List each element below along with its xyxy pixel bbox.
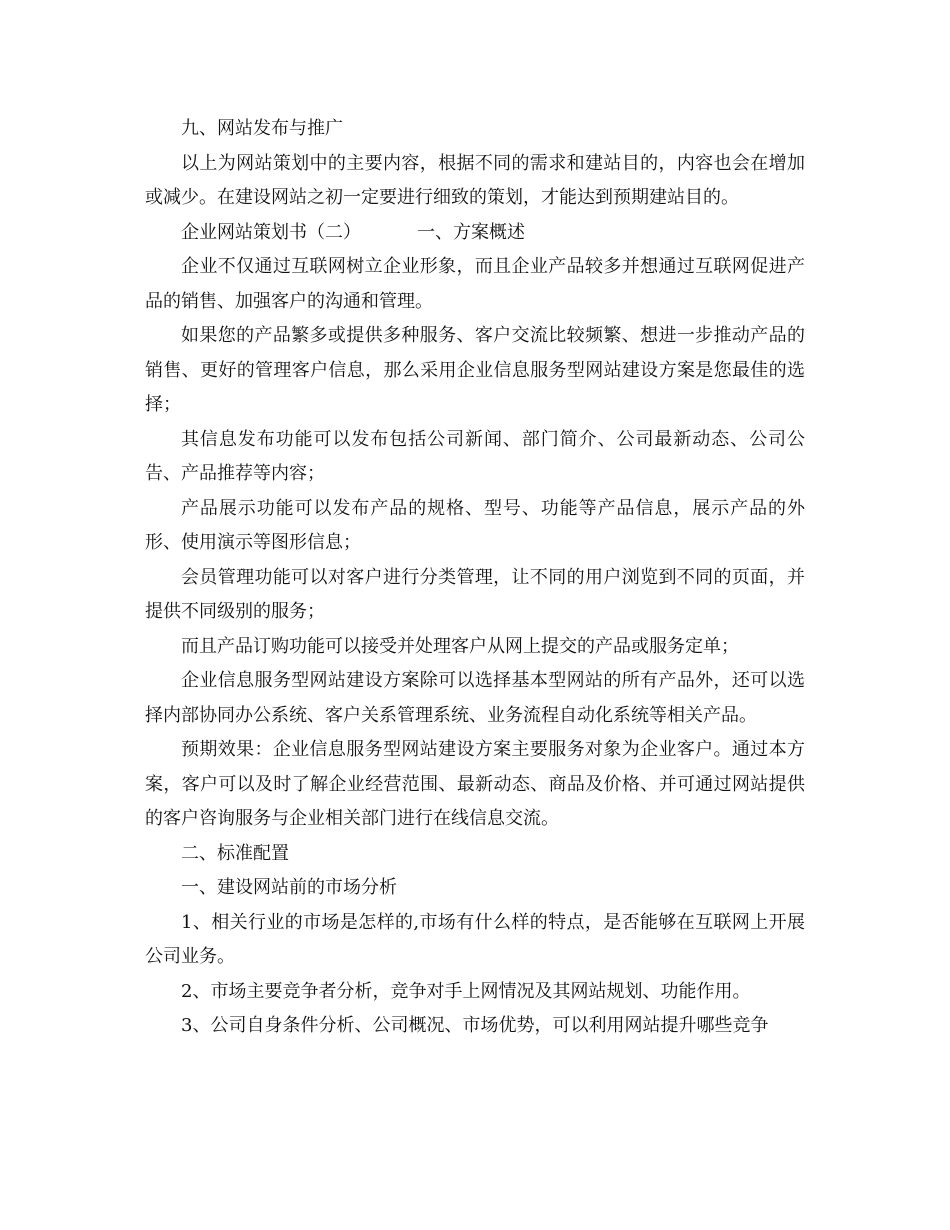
- paragraph-expected-effect: 预期效果：企业信息服务型网站建设方案主要服务对象为企业客户。通过本方案，客户可以及时了解企业经营范围、最新动态、商品及价格、并可通过网站提供的客户咨询服务与企业相关部门进行在线信息交流。: [145, 739, 805, 829]
- paragraph-summary: 以上为网站策划中的主要内容，根据不同的需求和建站目的，内容也会在增加或减少。在建设网站之初一定要进行细致的策划，才能达到预期建站目的。: [145, 152, 805, 208]
- section-heading-config: 二、标准配置: [181, 842, 289, 864]
- list-item-1: 1、相关行业的市场是怎样的,市场有什么样的特点，是否能够在互联网上开展公司业务。: [145, 911, 805, 967]
- paragraph-ordering: 而且产品订购功能可以接受并处理客户从网上提交的产品或服务定单；: [181, 635, 739, 657]
- subtitle-line: [145, 216, 805, 251]
- paragraph-recommendation: 如果您的产品繁多或提供多种服务、客户交流比较频繁、想进一步推动产品的销售、更好的管理客户信息，那么采用企业信息服务型网站建设方案是您最佳的选择；: [145, 325, 805, 415]
- section-heading-overview: 一、方案概述: [417, 221, 525, 243]
- paragraph-overview: 企业不仅通过互联网树立企业形象，而且企业产品较多并想通过互联网促进产品的销售、加强客户的沟通和管理。: [145, 256, 805, 312]
- document-subtitle: 企业网站策划书（二）: [181, 221, 361, 243]
- paragraph-solution-options: 企业信息服务型网站建设方案除可以选择基本型网站的所有产品外，还可以选择内部协同办公系统、客户关系管理系统、业务流程自动化系统等相关产品。: [145, 670, 805, 726]
- paragraph-product-display: 产品展示功能可以发布产品的规格、型号、功能等产品信息，展示产品的外形、使用演示等图形信息；: [145, 497, 805, 553]
- section-heading-publish: 九、网站发布与推广: [181, 118, 343, 139]
- section-heading-market-analysis: 一、建设网站前的市场分析: [181, 877, 397, 898]
- paragraph-member-management: 会员管理功能可以对客户进行分类管理，让不同的用户浏览到不同的页面，并提供不同级别的服务；: [145, 566, 805, 622]
- list-item-3: 3、公司自身条件分析、公司概况、市场优势，可以利用网站提升哪些竞争: [181, 1015, 769, 1036]
- list-item-2: 2、市场主要竞争者分析，竞争对手上网情况及其网站规划、功能作用。: [181, 980, 751, 1002]
- paragraph-info-publish: 其信息发布功能可以发布包括公司新闻、部门简介、公司最新动态、公司公告、产品推荐等内容；: [145, 428, 805, 484]
- document-body: [145, 112, 805, 1044]
